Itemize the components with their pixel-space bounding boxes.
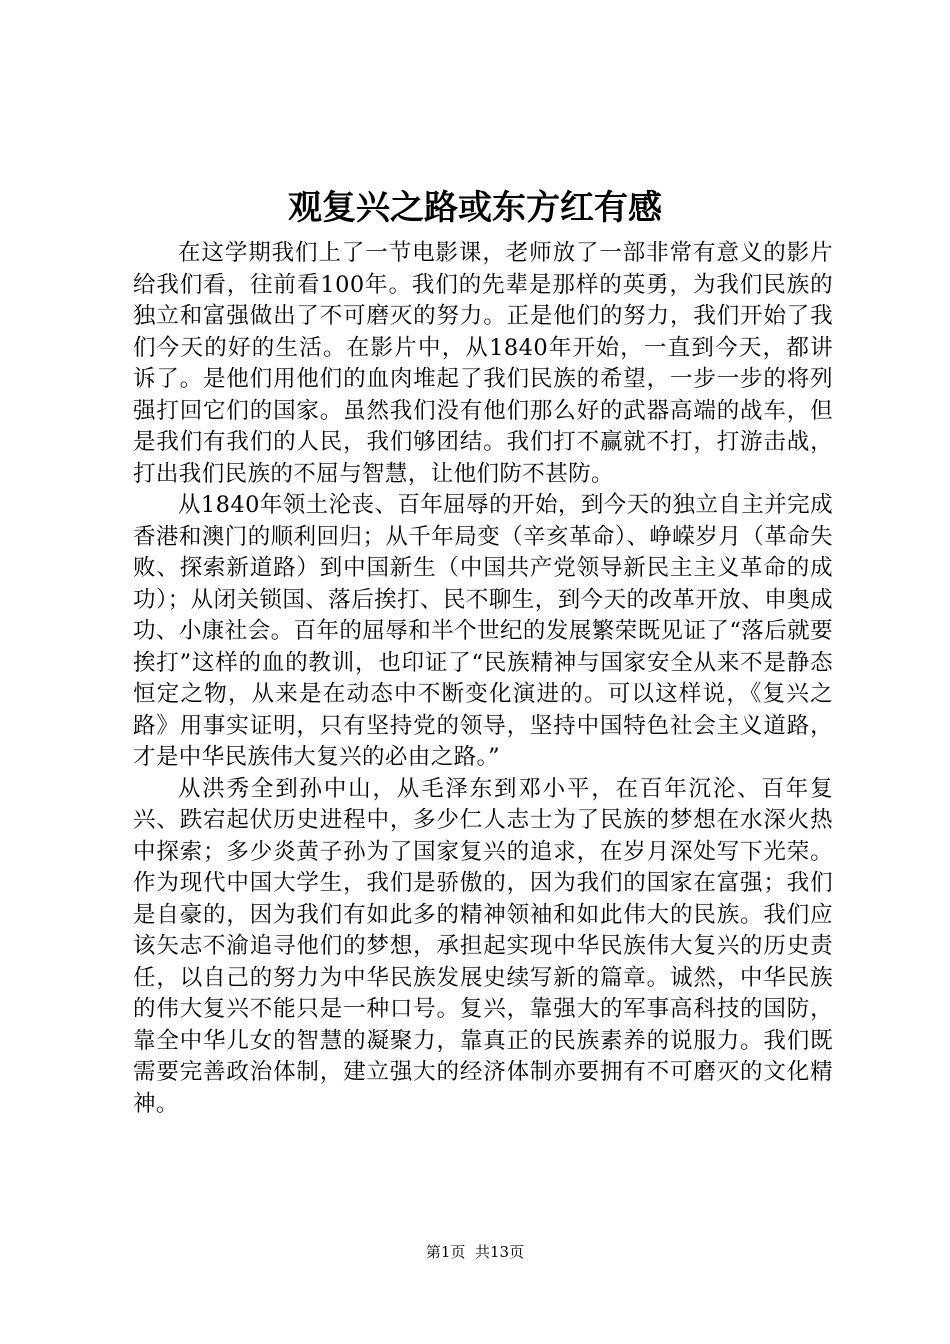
document-title: 观复兴之路或东方红有感: [288, 188, 662, 228]
page-footer: [0, 1241, 950, 1263]
paragraph-2: 从1840年领土沦丧、百年屈辱的开始，到今天的独立自主并完成香港和澳门的顺利回归；从千年局变（辛亥革命）、峥嵘岁月（革命失败、探索新道路）到中国新生（中国共产党领导新民主主义革命的成功）；从闭关锁国、落后挨打、民不聊生，到今天的改革开放、申奥成功、小康社会。百年的屈辱和半个世纪的发展繁荣既见证了“落后就要挨打”这样的血的教训，也印证了“民族精神与国家安全从来不是静态恒定之物，从来是在动态中不断变化演进的。可以这样说，《复兴之路》用事实证明，只有坚持党的领导，坚持中国特色社会主义道路，才是中华民族伟大复兴的必由之路。”: [133, 492, 833, 770]
document-body: [133, 238, 833, 1120]
paragraph-3: 从洪秀全到孙中山，从毛泽东到邓小平，在百年沉沦、百年复兴、跌宕起伏历史进程中，多少仁人志士为了民族的梦想在水深火热中探索；多少炎黄子孙为了国家复兴的追求，在岁月深处写下光荣。作为现代中国大学生，我们是骄傲的，因为我们的国家在富强；我们是自豪的，因为我们有如此多的精神领袖和如此伟大的民族。我们应该矢志不渝追寻他们的梦想，承担起实现中华民族伟大复兴的历史责任，以自己的努力为中华民族发展史续写新的篇章。诚然，中华民族的伟大复兴不能只是一种口号。复兴，靠强大的军事高科技的国防，靠全中华儿女的智慧的凝聚力，靠真正的民族素养的说服力。我们既需要完善政治体制，建立强大的经济体制亦要拥有不可磨灭的文化精神。: [133, 775, 833, 1117]
page-number: 第1页: [425, 1243, 466, 1261]
paragraph-1: 在这学期我们上了一节电影课，老师放了一部非常有意义的影片给我们看，往前看100年。我们的先辈是那样的英勇，为我们民族的独立和富强做出了不可磨灭的努力。正是他们的努力，我们开始了我们今天的好的生活。在影片中，从1840年开始，一直到今天，都讲诉了。是他们用他们的血肉堆起了我们民族的希望，一步一步的将列强打回它们的国家。虽然我们没有他们那么好的武器高端的战车，但是我们有我们的人民，我们够团结。我们打不赢就不打，打游击战，打出我们民族的不屈与智慧，让他们防不甚防。: [133, 240, 833, 487]
page-total: 共13页: [475, 1243, 525, 1261]
